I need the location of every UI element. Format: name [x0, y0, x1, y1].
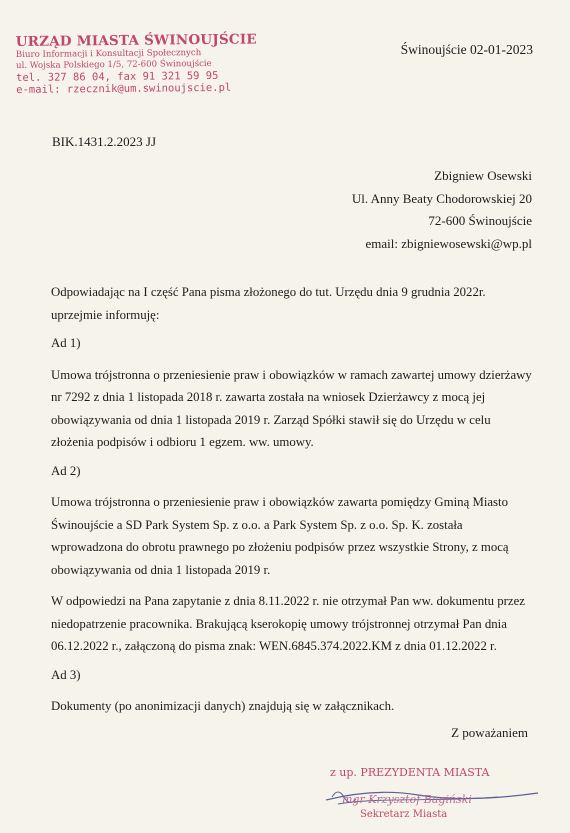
- recipient-email: email: zbigniewosewski@wp.pl: [365, 235, 532, 251]
- answer-line: niedopatrzenie pracownika. Brakującą kserokopię umowy trójstronnej otrzymał Pan dnia: [51, 616, 507, 631]
- ad2-line: Umowa trójstronna o przeniesienie praw i obowiązków zawarta pomiędzy Gminą Miasto: [51, 495, 508, 509]
- intro-line: uprzejmie informuję:: [51, 307, 160, 322]
- recipient-street: Ul. Anny Beaty Chodorowskiej 20: [351, 190, 532, 206]
- ad1-line: Umowa trójstronna o przeniesienie praw i obowiązków w ramach zawartej umowy dzierżawy: [51, 367, 532, 382]
- letter-body: [51, 281, 537, 718]
- recipient-name: Zbigniew Osewski: [434, 168, 532, 183]
- office-stamp: [15, 31, 257, 96]
- section-heading-ad3: Ad 3): [51, 667, 81, 682]
- ad2-line: Świnoujście a SD Park System Sp. z o.o. a Park System Sp. z o.o. Sp. K. została: [51, 517, 463, 532]
- answer-line: W odpowiedzi na Pana zapytanie z dnia 8.11.2022 r. nie otrzymał Pan ww. dokumentu przez: [51, 594, 525, 608]
- ad2-line: wprowadzona do obrotu prawnego po złożeniu podpisów przez wszystkie Strony, z mocą: [51, 540, 509, 554]
- signatory-name: mgr Krzysztof Bagiński: [342, 793, 472, 806]
- stamp-email: e-mail: rzecznik@um.swinoujscie.pl: [16, 81, 232, 96]
- ad1-line: obowiązywania od dnia 1 listopada 2019 r. Zarząd Spółki stawił się do Urzędu w celu: [51, 412, 491, 427]
- recipient-address: [352, 165, 532, 255]
- stamp-office-name: URZĄD MIASTA ŚWINOUJŚCIE: [15, 31, 257, 50]
- ad2-line: obowiązywania od dnia 1 listopada 2019 r.: [51, 562, 271, 577]
- signatory-title: Sekretarz Miasta: [360, 809, 448, 820]
- signature-authority: z up. PREZYDENTA MIASTA: [330, 766, 490, 779]
- ad3-line: Dokumenty (po anonimizacji danych) znajdują się w załącznikach.: [51, 699, 395, 713]
- stamp-department: Biuro Informacji i Konsultacji Społecznych: [15, 48, 202, 60]
- recipient-city: 72-600 Świnoujście: [428, 213, 532, 228]
- ad1-line: złożenia podpisów i odbioru 1 egzem. ww. umowy.: [51, 435, 314, 449]
- intro-line: Odpowiadając na I część Pana pisma złożonego do tut. Urzędu dnia 9 grudnia 2022r.: [51, 285, 486, 299]
- closing-salutation: Z poważaniem: [451, 725, 528, 740]
- reference-number: BIK.1431.2.2023 JJ: [52, 134, 157, 149]
- ad1-line: nr 7292 z dnia 1 listopada 2018 r. zawarta została na wniosek Dzierżawcy z mocą jej: [51, 390, 486, 404]
- section-heading-ad1: Ad 1): [51, 336, 81, 350]
- signature-block: [318, 764, 548, 830]
- section-heading-ad2: Ad 2): [51, 463, 81, 478]
- letter-date: Świnoujście 02-01-2023: [400, 42, 533, 57]
- stamp-address: ul. Wojska Polskiego 1/5, 72-600 Świnoujście: [15, 58, 212, 71]
- stamp-phone: tel. 327 86 04, fax 91 321 59 95: [16, 69, 219, 84]
- answer-line: 06.12.2022 r., załączoną do pisma znak: WEN.6845.374.2022.KM z dnia 01.12.2022 r.: [51, 639, 497, 653]
